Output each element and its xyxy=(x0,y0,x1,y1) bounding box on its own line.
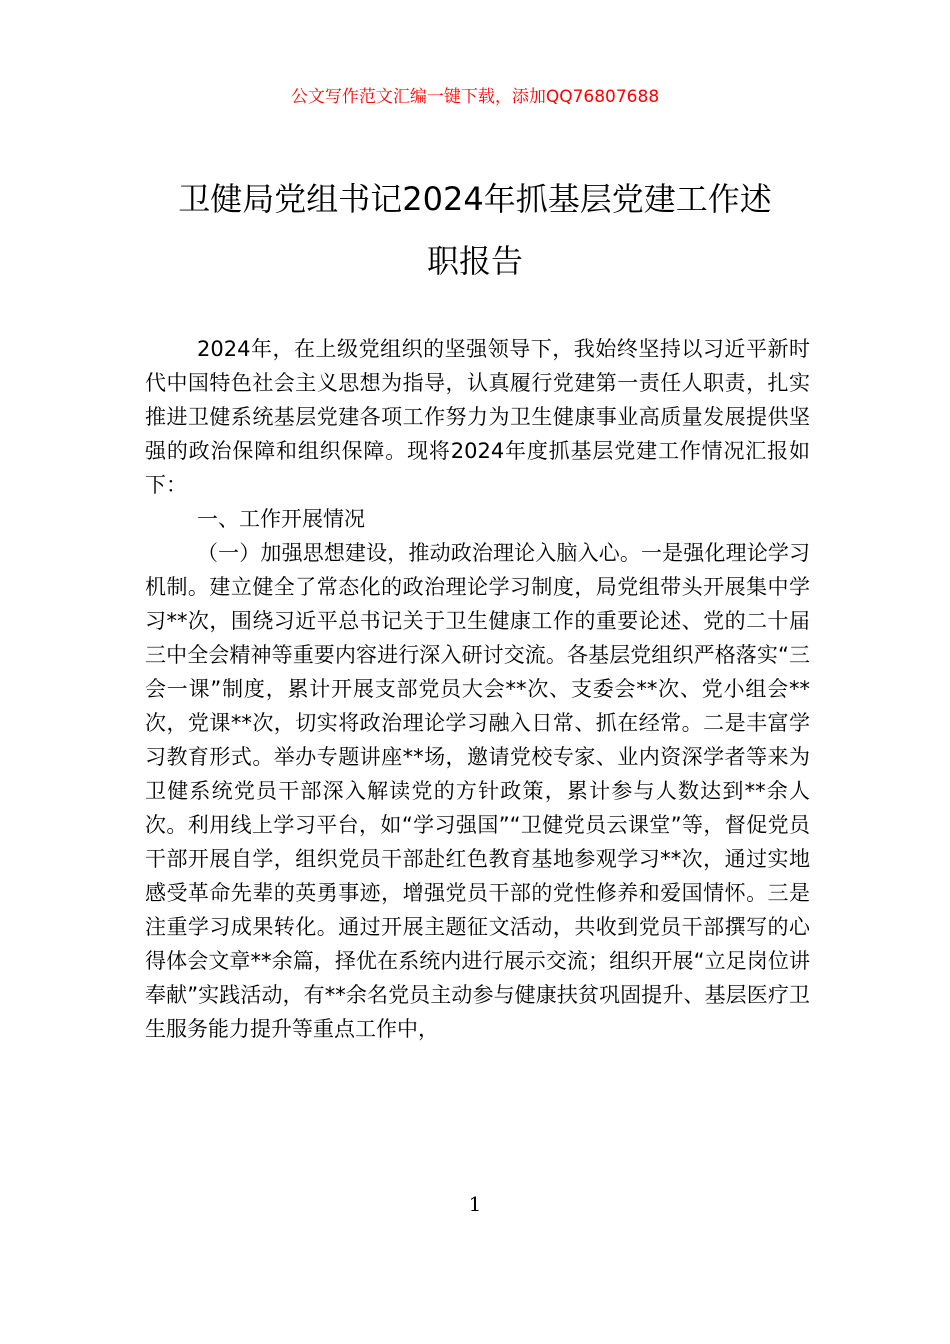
document-title-line-1: 卫健局党组书记2024年抓基层党建工作述 xyxy=(178,180,772,218)
section-paragraph: （一）加强思想建设，推动政治理论入脑入心。一是强化理论学习机制。建立健全了常态化的政治理论学习制度，局党组带头开展集中学习**次，围绕习近平总书记关于卫生健康工作的重要论述、党的二十届三中全会精神等重要内容进行深入研讨交流。各基层党组织严格落实“三会一课”制度，累计开展支部党员大会**次、支委会**次、党小组会**次，党课**次，切实将政治理论学习融入日常、抓在经常。二是丰富学习教育形式。举办专题讲座**场，邀请党校专家、业内资深学者等来为卫健系统党员干部深入解读党的方针政策，累计参与人数达到**余人次。利用线上学习平台，如“学习强国”“卫健党员云课堂”等，督促党员干部开展自学，组织党员干部赴红色教育基地参观学习**次，通过实地感受革命先辈的英勇事迹，增强党员干部的党性修养和爱国情怀。三是注重学习成果转化。通过开展主题征文活动，共收到党员干部撰写的心得体会文章**余篇，择优在系统内进行展示交流；组织开展“立足岗位讲奉献”实践活动，有**余名党员主动参与健康扶贫巩固提升、基层医疗卫生服务能力提升等重点工作中， xyxy=(145,541,810,1041)
intro-paragraph: 2024年，在上级党组织的坚强领导下，我始终坚持以习近平新时代中国特色社会主义思想为指导，认真履行党建第一责任人职责，扎实推进卫健系统基层党建各项工作努力为卫生健康事业高质量发展提供坚强的政治保障和组织保障。现将2024年度抓基层党建工作情况汇报如下： xyxy=(145,337,810,497)
section-heading: 一、工作开展情况 xyxy=(197,507,365,531)
document-body xyxy=(145,332,810,1046)
download-notice: 公文写作范文汇编一键下载，添加QQ76807688 xyxy=(290,87,660,107)
document-title-line-2: 职报告 xyxy=(426,242,523,280)
page-number: 1 xyxy=(468,1192,482,1216)
document-title xyxy=(120,168,830,292)
